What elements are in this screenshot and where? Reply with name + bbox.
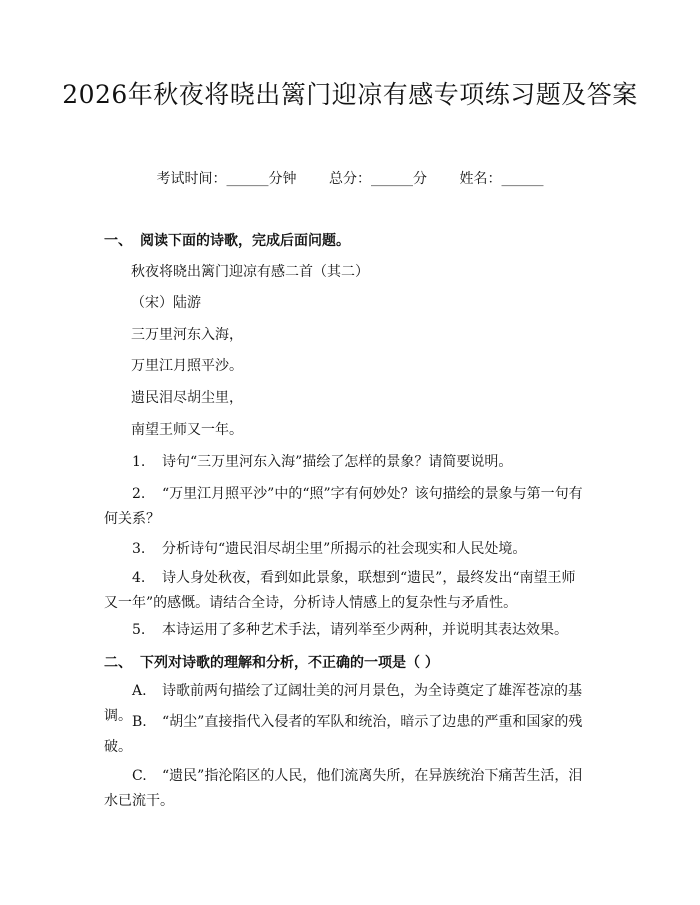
option-b — [104, 710, 584, 760]
option-b-text: “胡尘”直接指代入侵者的军队和统治，暗示了边患的严重和国家的残破。 — [104, 714, 583, 755]
poem-line-1: 三万里河东入海， — [131, 327, 243, 343]
option-a-text: 诗歌前两句描绘了辽阔壮美的河月景色，为全诗奠定了雄浑苍凉的基调。 — [104, 683, 582, 724]
option-b-letter: B. — [132, 714, 147, 730]
poem-line-4: 南望王师又一年。 — [131, 422, 243, 438]
question-2-text: “万里江月照平沙”中的“照”字有何妙处？该句描绘的景象与第一句有何关系？ — [104, 486, 583, 527]
question-2 — [104, 482, 584, 532]
poem-author: （宋）陆游 — [131, 295, 201, 311]
section-1-heading — [104, 231, 350, 251]
question-1-number: 1. — [132, 454, 146, 470]
poem-title: 秋夜将晓出篱门迎凉有感二首（其二） — [131, 264, 369, 280]
question-3-number: 3. — [132, 541, 146, 557]
question-4-number: 4. — [132, 570, 146, 586]
option-c-letter: C. — [132, 768, 147, 784]
option-c — [104, 764, 584, 814]
question-4-text: 诗人身处秋夜，看到如此景象，联想到“遗民”，最终发出“南望王师又一年”的感慨。请结合全诗，分析诗人情感上的复杂性与矛盾性。 — [104, 570, 576, 611]
poem-line-3: 遗民泪尽胡尘里， — [131, 390, 243, 406]
question-3-text: 分析诗句“遗民泪尽胡尘里”所揭示的社会现实和人民处境。 — [162, 541, 527, 557]
question-3 — [104, 537, 584, 562]
question-5 — [104, 618, 584, 643]
question-1-text: 诗句“三万里河东入海”描绘了怎样的景象？请简要说明。 — [162, 454, 513, 470]
exam-total-score: 总分：______分 — [329, 171, 427, 187]
section-1-number: 一、 — [104, 233, 132, 249]
document-title: 2026年秋夜将晓出篱门迎凉有感专项练习题及答案 — [62, 80, 638, 109]
exam-name: 姓名：______ — [459, 171, 544, 187]
question-5-text: 本诗运用了多种艺术手法，请列举至少两种，并说明其表达效果。 — [162, 622, 568, 638]
section-1-heading-text: 阅读下面的诗歌，完成后面问题。 — [140, 233, 350, 249]
question-1 — [104, 450, 584, 475]
question-5-number: 5. — [132, 622, 146, 638]
exam-info — [0, 169, 700, 189]
section-2-heading-text: 下列对诗歌的理解和分析，不正确的一项是（ ） — [140, 655, 439, 671]
section-2-number: 二、 — [104, 655, 132, 671]
option-a-letter: A. — [132, 683, 147, 699]
exam-time: 考试时间：______分钟 — [156, 171, 297, 187]
question-4 — [104, 566, 584, 616]
question-2-number: 2. — [132, 486, 146, 502]
poem-line-2: 万里江月照平沙。 — [131, 358, 243, 374]
option-c-text: “遗民”指沦陷区的人民，他们流离失所，在异族统治下痛苦生活，泪水已流干。 — [104, 768, 583, 809]
section-2-heading — [104, 653, 439, 673]
